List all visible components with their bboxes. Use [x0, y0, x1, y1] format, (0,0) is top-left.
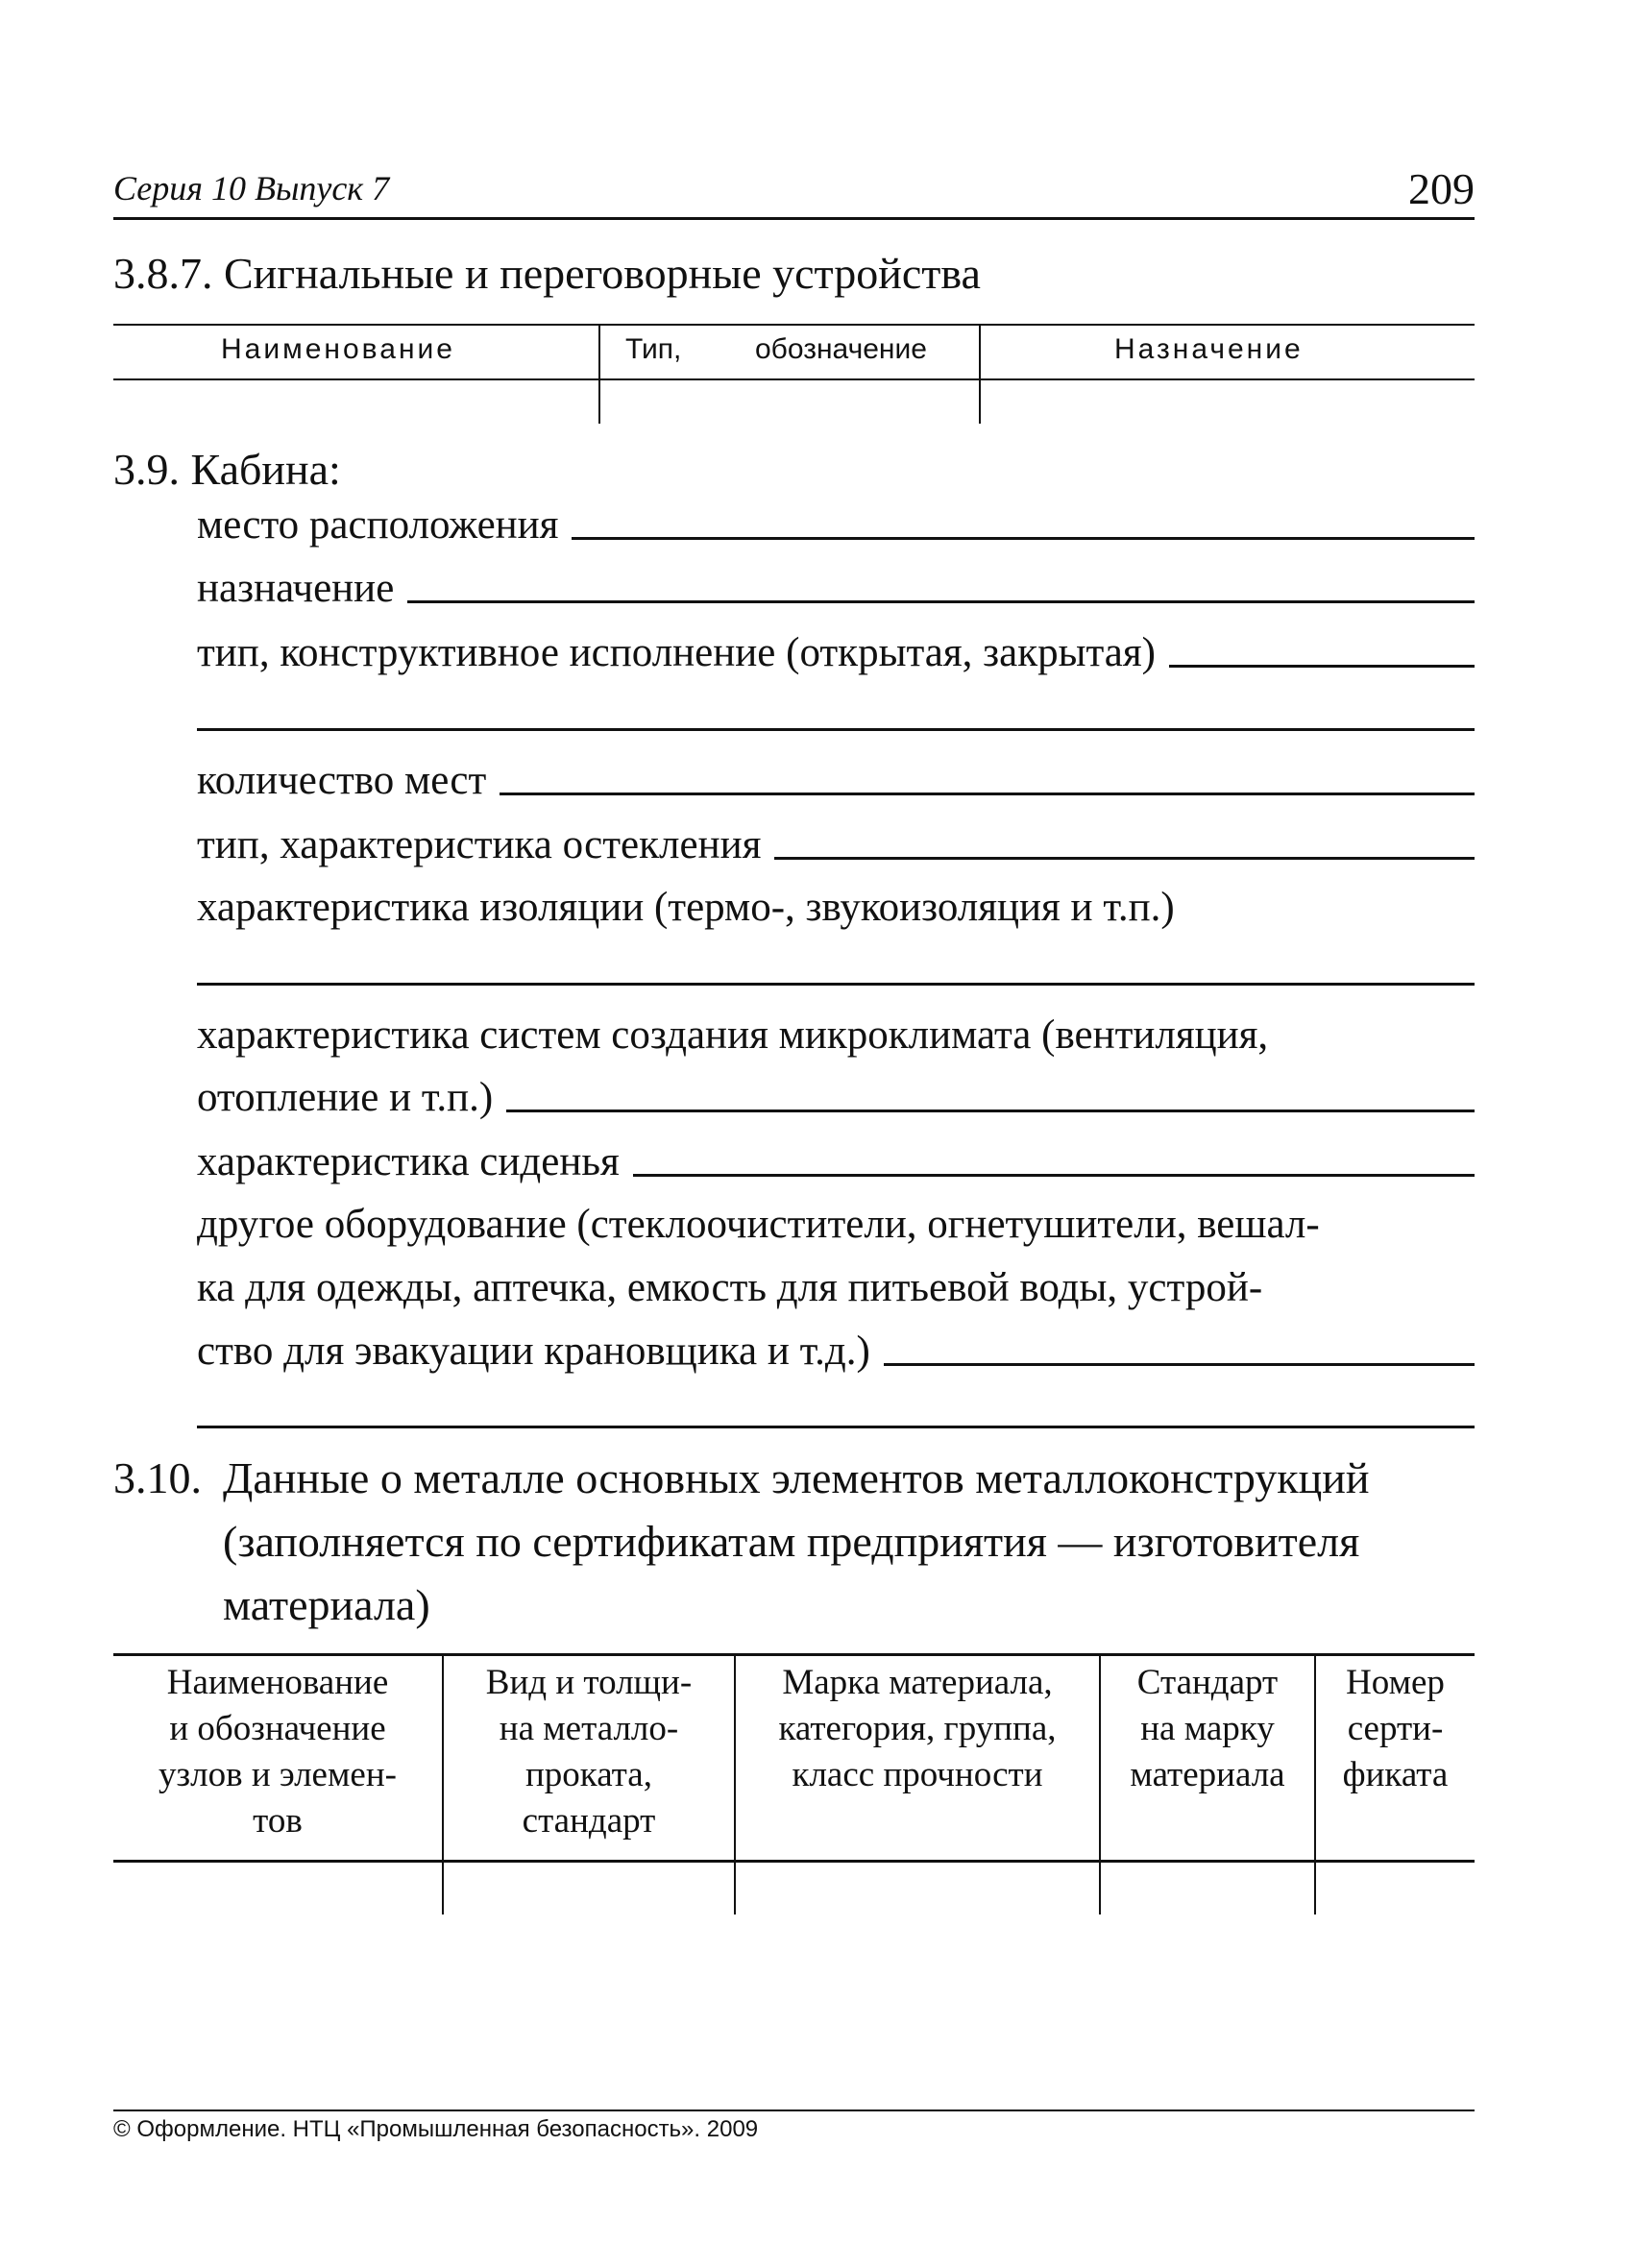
header-line: на марку	[1140, 1709, 1275, 1748]
field-label: тип, характеристика остекления	[197, 822, 762, 867]
field-seat	[197, 1138, 1475, 1185]
col-header-rolled-metal	[444, 1660, 734, 1844]
field-label: тип, конструктивное исполнение (открытая, закрытая)	[197, 630, 1156, 675]
page-number: 209	[1408, 164, 1475, 213]
col-header-purpose: Назначение	[1114, 333, 1304, 365]
table-divider	[1314, 1653, 1316, 1914]
field-label: количество мест	[197, 758, 487, 803]
fill-line[interactable]	[884, 1363, 1475, 1366]
header-line: стандарт	[522, 1801, 656, 1841]
header-line: фиката	[1342, 1755, 1449, 1794]
field-seats	[197, 757, 1475, 804]
blank-fill-line[interactable]	[197, 1426, 1475, 1428]
col-header-material-grade	[736, 1660, 1099, 1798]
fill-line[interactable]	[572, 537, 1475, 540]
field-label: назначение	[197, 566, 395, 611]
blank-fill-line[interactable]	[197, 728, 1475, 731]
field-insulation: характеристика изоляции (термо-, звукоизоляция и т.п.)	[197, 885, 1175, 930]
header-line: материала	[1130, 1755, 1285, 1794]
header-line: Наименование	[166, 1663, 389, 1702]
field-label: отопление и т.п.)	[197, 1075, 494, 1120]
field-label: характеристика сиденья	[197, 1139, 620, 1184]
header-line: класс прочности	[792, 1755, 1043, 1794]
field-glazing	[197, 821, 1475, 868]
field-other-line-2: ка для одежды, аптечка, емкость для питьевой воды, устрой-	[197, 1265, 1263, 1310]
header-line: серти-	[1347, 1709, 1444, 1748]
col-header-standard	[1101, 1660, 1314, 1798]
table-divider	[734, 1653, 736, 1914]
header-line: Стандарт	[1136, 1663, 1279, 1702]
field-other-line-1: другое оборудование (стеклоочистители, огнетушители, вешал-	[197, 1202, 1320, 1247]
field-label: ство для эвакуации крановщика и т.д.)	[197, 1329, 870, 1374]
col-header-element	[113, 1660, 442, 1844]
field-type-design	[197, 629, 1475, 676]
table-top-rule	[113, 1653, 1475, 1656]
header-line: на металло-	[499, 1709, 679, 1748]
fill-line[interactable]	[506, 1110, 1475, 1112]
header-rule	[113, 217, 1475, 220]
fill-line[interactable]	[633, 1174, 1475, 1177]
section-3-9-title: 3.9. Кабина:	[113, 445, 341, 494]
blank-fill-line[interactable]	[197, 983, 1475, 986]
section-3-10-number: 3.10.	[113, 1453, 202, 1502]
table-divider	[442, 1653, 444, 1914]
footer-copyright: © Оформление. НТЦ «Промышленная безопасность». 2009	[113, 2116, 759, 2142]
fill-line[interactable]	[500, 793, 1475, 795]
header-line: Вид и толщи-	[485, 1663, 693, 1702]
fill-line[interactable]	[774, 857, 1475, 860]
field-microclimate	[197, 1074, 1475, 1121]
section-3-8-7-title: 3.8.7. Сигнальные и переговорные устройства	[113, 249, 981, 298]
col-header-type: Тип,	[625, 333, 682, 365]
field-microclimate-line-1: характеристика систем создания микроклимата (вентиляция,	[197, 1012, 1269, 1058]
field-label: место расположения	[197, 502, 559, 548]
series-label: Серия 10 Выпуск 7	[113, 169, 390, 207]
header-line: проката,	[525, 1755, 652, 1794]
section-3-10-text-line-3: материала)	[223, 1580, 430, 1629]
table-header-rule	[113, 1860, 1475, 1863]
col-header-certificate	[1316, 1660, 1475, 1798]
col-header-name: Наименование	[221, 333, 455, 365]
table-divider	[979, 324, 981, 424]
table-top-rule	[113, 324, 1475, 326]
table-header-rule	[113, 378, 1475, 380]
fill-line[interactable]	[407, 600, 1475, 603]
header-line: узлов и элемен-	[159, 1755, 397, 1794]
table-divider	[598, 324, 600, 424]
section-3-10-text-line-1: Данные о металле основных элементов металлоконструкций	[223, 1453, 1370, 1502]
field-location	[197, 501, 1475, 549]
field-other	[197, 1328, 1475, 1375]
footer-rule	[113, 2109, 1475, 2111]
header-line: тов	[253, 1801, 303, 1841]
header-line: Марка материала,	[782, 1663, 1053, 1702]
col-header-designation: обозначение	[755, 333, 927, 365]
section-3-10-text-line-2: (заполняется по сертификатам предприятия — изготовителя	[223, 1517, 1360, 1566]
header-line: Номер	[1346, 1663, 1445, 1702]
table-divider	[1099, 1653, 1101, 1914]
header-line: и обозначение	[169, 1709, 386, 1748]
field-purpose	[197, 565, 1475, 612]
fill-line[interactable]	[1169, 665, 1475, 668]
header-line: категория, группа,	[778, 1709, 1057, 1748]
